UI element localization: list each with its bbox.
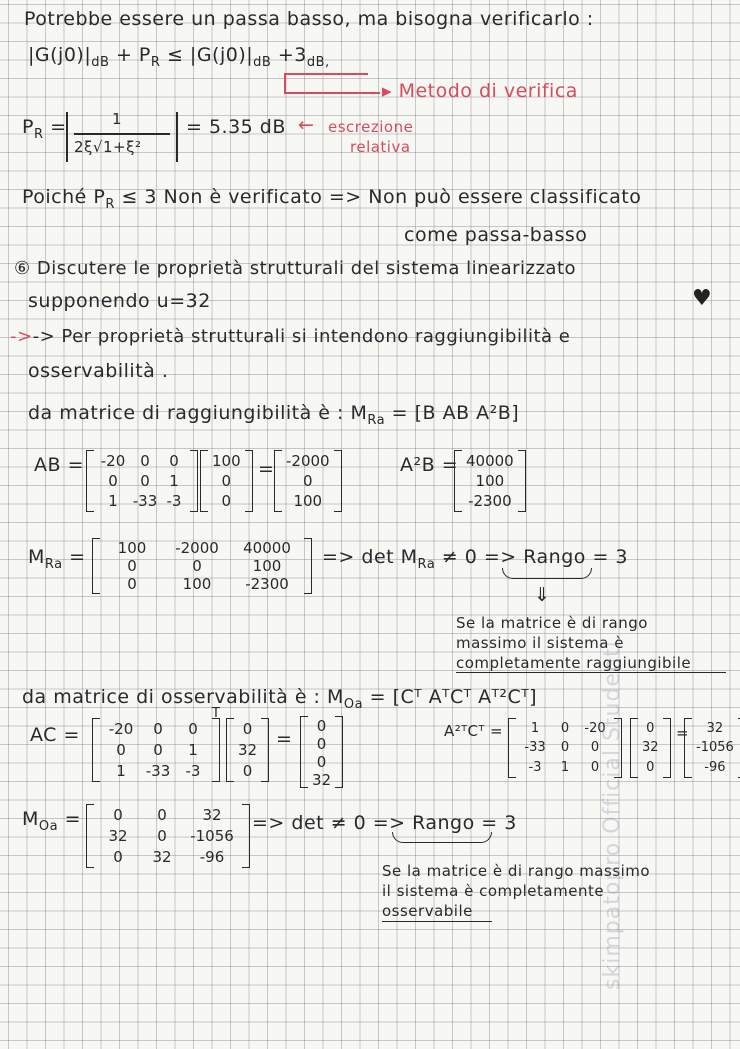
method-underline <box>284 73 368 75</box>
a2c-matrix-a: 1 0 -20 -33 0 0 -3 1 0 <box>508 718 622 778</box>
reach-note-2: massimo il sistema è <box>456 634 624 652</box>
mra-det: => $\det M_{Ra} \ne 0$ => Rango = 3 <box>322 546 628 572</box>
reach-note-3: completamente raggiungibile <box>456 654 692 672</box>
le-sign: ≤ <box>166 44 184 66</box>
matrix-a: -20 0 0 0 0 1 1 -33 -3 <box>86 450 198 512</box>
pr-note-b: relativa <box>350 138 411 156</box>
db-sub-3: dB, <box>306 54 330 70</box>
obs-note-3: osservabile <box>382 902 473 920</box>
db-sub-2: dB <box>253 54 272 70</box>
ac-vector-c: 0 32 0 <box>226 718 269 782</box>
conclusion-cont: come passa-basso <box>404 224 588 246</box>
a2c-label: A²ᵀCᵀ = <box>444 722 504 740</box>
ac-matrix-a: -20 0 0 0 0 1 1 -33 -3 <box>92 718 220 782</box>
ab-eq: = <box>258 458 275 480</box>
obs-matrix-def: da matrice di osservabilità è : $M_{Oa}$ = [Cᵀ AᵀCᵀ Aᵀ²Cᵀ] <box>22 686 537 712</box>
watermark: skimpatopro Official Studenti <box>600 640 625 990</box>
pr-result: = 5.35 dB <box>186 116 286 138</box>
db-sub-1: dB <box>91 54 110 70</box>
a2c-result: 32 -1056 -96 <box>684 718 740 778</box>
plus-3: +3 <box>277 44 307 66</box>
a2c-vector-c: 0 32 0 <box>630 718 671 778</box>
inequality <box>28 44 330 70</box>
moa-label: $M_{Oa}$ = <box>22 808 82 834</box>
pr-numerator: 1 <box>112 110 123 128</box>
a2b-result: 40000 100 -2300 <box>454 450 526 512</box>
pr-equation: $P_R$ = <box>22 116 67 142</box>
obs-note-underline <box>382 921 492 922</box>
a2b-label: A²B = <box>400 454 459 476</box>
heart-icon: ♥ <box>692 286 712 311</box>
pr-sub: R <box>150 54 161 70</box>
reach-matrix-def: da matrice di raggiungibilità è : $M_{Ra} = [B$ AB A²B] <box>28 402 520 428</box>
reach-note-1: Se la matrice è di rango <box>456 614 648 632</box>
ab-result: -2000 0 100 <box>274 450 342 512</box>
ac-result: 0 0 0 32 <box>300 716 343 788</box>
pr-abs-right <box>176 112 178 162</box>
question-6: ⑥ Discutere le proprietà strutturali del sistema linearizzato <box>14 258 577 279</box>
plus-pr: + P <box>115 44 151 66</box>
rank-brace-obs <box>392 832 492 843</box>
moa-det: => det ≠ 0 => Rango = 3 <box>252 812 517 834</box>
properties-line: ->-> Per proprietà strutturali si intendono raggiungibilità e <box>10 326 571 347</box>
down-arrow-icon: ⇓ <box>534 584 551 606</box>
g-j0-b: |G(j0)| <box>189 44 254 66</box>
method-bracket <box>284 73 286 93</box>
ab-label: AB = <box>34 454 84 476</box>
rank-brace <box>502 568 592 579</box>
obs-note-2: il sistema è completamente <box>382 882 605 900</box>
mra-matrix: 100 -2000 40000 0 0 100 0 100 -2300 <box>92 538 312 594</box>
conclusion-line: Poiché $P_R \le 3$ Non è verificato => Non può essere classificato <box>22 186 642 212</box>
ac-eq: = <box>276 728 293 750</box>
vector-b: 100 0 0 <box>200 450 253 512</box>
pr-denominator: 2ξ√1+ξ² <box>74 138 142 156</box>
intro-line: Potrebbe essere un passa basso, ma bisogna verificarlo : <box>24 8 594 30</box>
obs-note-1: Se la matrice è di rango massimo <box>382 862 651 880</box>
method-note: ▸ Metodo di verifica <box>382 80 578 102</box>
ac-label: AC = <box>30 724 80 746</box>
pr-abs-left <box>66 112 68 162</box>
question-6-b: supponendo u=32 <box>28 290 211 312</box>
pr-note-a: escrezione <box>328 118 414 136</box>
properties-line-b: osservabilità . <box>28 360 169 382</box>
mra-label: $M_{Ra}$ = <box>28 546 86 572</box>
method-arrow-line <box>284 92 380 94</box>
reach-note-underline <box>456 672 726 673</box>
pr-fraction-bar <box>74 133 170 135</box>
moa-matrix: 0 0 32 32 0 -1056 0 32 -96 <box>86 804 250 868</box>
pr-arrow: ← <box>298 114 315 136</box>
g-j0-a: |G(j0)| <box>28 44 92 66</box>
a2c-eq: = <box>676 724 690 742</box>
ac-sup: T <box>212 706 221 721</box>
